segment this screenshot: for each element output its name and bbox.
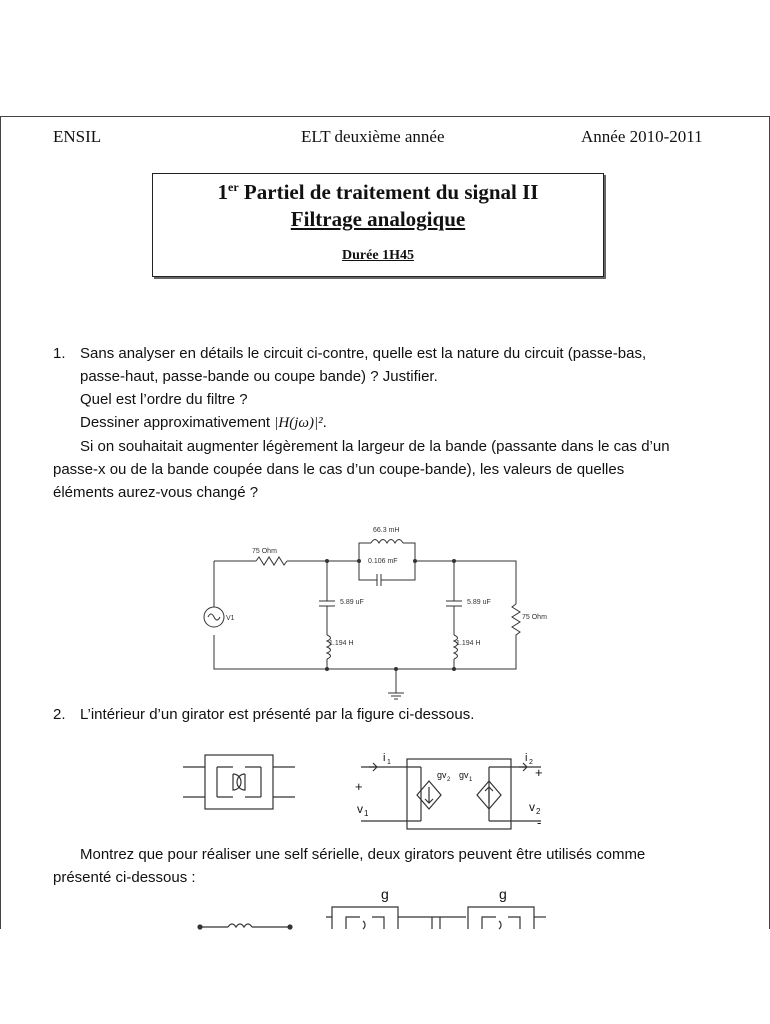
ground-icon — [388, 693, 404, 699]
school-name: ENSIL — [53, 127, 102, 146]
capacitor-2 — [446, 601, 462, 606]
source-label: V1 — [226, 615, 235, 622]
exam-duration: Durée 1H45 — [342, 248, 414, 263]
c1-label: 5.89 uF — [340, 599, 364, 606]
svg-text:i: i — [525, 752, 528, 764]
input-resistor — [256, 557, 287, 565]
gyrator-internal-diagram — [341, 745, 571, 845]
v1-plus: + — [355, 779, 363, 794]
svg-text:1: 1 — [469, 777, 473, 783]
v2-plus: + — [535, 765, 543, 780]
svg-text:1: 1 — [387, 759, 391, 766]
r-in-label: 75 Ohm — [252, 548, 277, 555]
question-1-number: 1. — [53, 345, 66, 362]
exam-title: 1er Partiel de traitement du signal II — [217, 180, 539, 204]
question-2: 2. L’intérieur d’un girator est présenté par la figure ci-dessous. — [53, 703, 733, 726]
r-load-label: 75 Ohm — [522, 614, 547, 621]
exam-subtitle: Filtrage analogique — [290, 207, 466, 231]
top-capacitor — [377, 574, 381, 586]
series-inductor-diagram — [196, 885, 556, 929]
c-top-label: 0.106 mF — [368, 558, 398, 565]
series-inductor — [228, 924, 252, 927]
l-top-label: 66.3 mH — [373, 527, 400, 534]
v2-label: v — [529, 800, 535, 814]
inductor-1 — [327, 635, 331, 659]
l2-label: 1.194 H — [456, 640, 481, 647]
gyrator-symbol — [183, 747, 295, 817]
academic-year: Année 2010-2011 — [581, 127, 703, 146]
svg-text:gv: gv — [459, 770, 469, 780]
svg-text:gv: gv — [437, 770, 447, 780]
svg-text:2: 2 — [447, 777, 451, 783]
top-inductor — [371, 540, 403, 544]
question-3: Montrez que pour réaliser une self sérielle, deux girators peuvent être utilisés comme présenté ci-dessous : — [53, 846, 646, 886]
v1-label: v — [357, 802, 363, 816]
document-page — [0, 116, 770, 929]
filter-circuit-diagram — [196, 517, 547, 702]
inductor-2 — [454, 635, 458, 659]
svg-text:i: i — [383, 752, 386, 764]
question-2-number: 2. — [53, 706, 66, 723]
v2-minus: - — [537, 815, 542, 830]
svg-text:1: 1 — [364, 809, 369, 818]
load-resistor — [512, 604, 520, 667]
course-name: ELT deuxième année — [301, 127, 445, 146]
c2-label: 5.89 uF — [467, 599, 491, 606]
svg-text:2: 2 — [536, 807, 541, 816]
l1-label: 1.194 H — [329, 640, 354, 647]
title-box — [152, 173, 604, 277]
g-left-label: g — [381, 886, 389, 902]
svg-text:2: 2 — [529, 759, 533, 766]
capacitor-1 — [319, 601, 335, 606]
g-right-label: g — [499, 886, 507, 902]
question-1: 1. Sans analyser en détails le circuit ci-contre, quelle est la nature du circuit (passe-bas, passe-haut, passe-bande ou coupe bande) ? Justifier. Quel est l’ordre du filtre ? Dessiner approximativement |H(jω)|². Si on souhaitait augmenter légèrement la largeur de la bande (passante dans le cas d’un passe-x ou de la bande coupée dans le cas d’un coupe-bande), les valeurs de quelles éléments aurez-vous changé ? — [53, 342, 733, 504]
